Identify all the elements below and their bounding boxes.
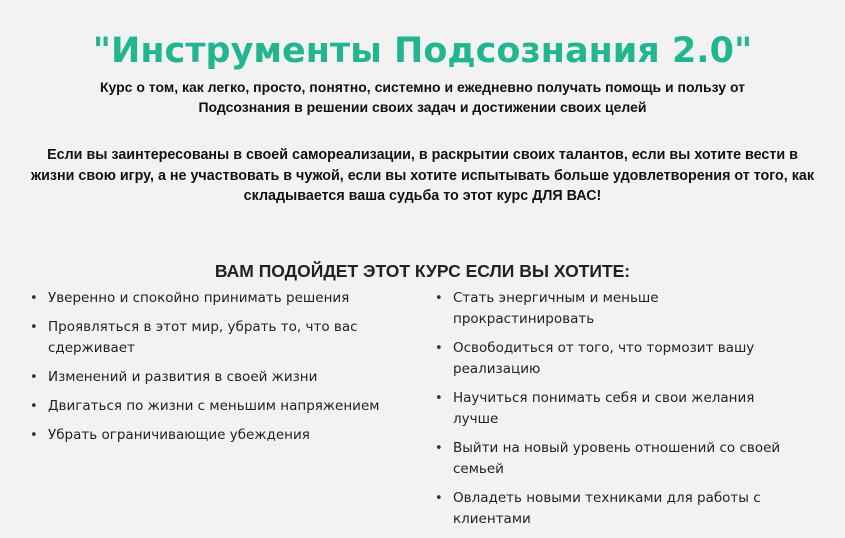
list-item (433, 488, 793, 530)
bullet-icon: • (30, 291, 38, 306)
bullet-icon: • (30, 370, 38, 385)
list-item (433, 438, 793, 480)
bullet-icon: • (435, 341, 443, 356)
list-item (433, 288, 793, 330)
benefits-list-right (433, 288, 793, 538)
bullet-icon: • (435, 491, 443, 506)
list-item-text: Выйти на новый уровень отношений со своей семьей (453, 440, 781, 477)
intro-paragraph: Если вы заинтересованы в своей самореализации, в раскрытии своих талантов, если вы хотите вести в жизни свою игру, а не участвовать в чужой, если вы хотите испытывать больше удовлетворения от того, как складывается ваша судьба то этот курс ДЛЯ ВАС! (31, 147, 814, 205)
bullet-icon: • (30, 428, 38, 443)
list-item-text: Проявляться в этот мир, убрать то, что вас сдерживает (48, 319, 358, 356)
benefits-list-left (28, 288, 413, 454)
list-item (28, 288, 413, 309)
course-subtitle: Курс о том, как легко, просто, понятно, системно и ежедневно получать помощь и пользу от Подсознания в решении своих задач и достижении своих целей (99, 79, 746, 115)
bullet-icon: • (30, 399, 38, 414)
list-item-text: Научиться понимать себя и свои желания лучше (453, 390, 755, 427)
list-item (433, 388, 793, 430)
list-item (28, 425, 413, 446)
list-item (28, 367, 413, 388)
list-item (28, 317, 413, 359)
list-item-text: Убрать ограничивающие убеждения (48, 427, 310, 443)
benefits-heading: ВАМ ПОДОЙДЕТ ЭТОТ КУРС ЕСЛИ ВЫ ХОТИТЕ: (214, 260, 631, 281)
list-item-text: Освободиться от того, что тормозит вашу реализацию (453, 340, 755, 377)
list-item-text: Овладеть новыми техниками для работы с клиентами (453, 490, 761, 527)
bullet-icon: • (30, 320, 38, 335)
bullet-icon: • (435, 391, 443, 406)
list-item-text: Изменений и развития в своей жизни (48, 369, 318, 385)
list-item-text: Стать энергичным и меньше прокрастинировать (453, 290, 659, 327)
bullet-icon: • (435, 291, 443, 306)
list-item (28, 396, 413, 417)
list-item (433, 338, 793, 380)
list-item-text: Уверенно и спокойно принимать решения (48, 290, 350, 306)
page-title: "Инструменты Подсознания 2.0" (92, 31, 753, 72)
list-item-text: Двигаться по жизни с меньшим напряжением (48, 398, 380, 414)
bullet-icon: • (435, 441, 443, 456)
